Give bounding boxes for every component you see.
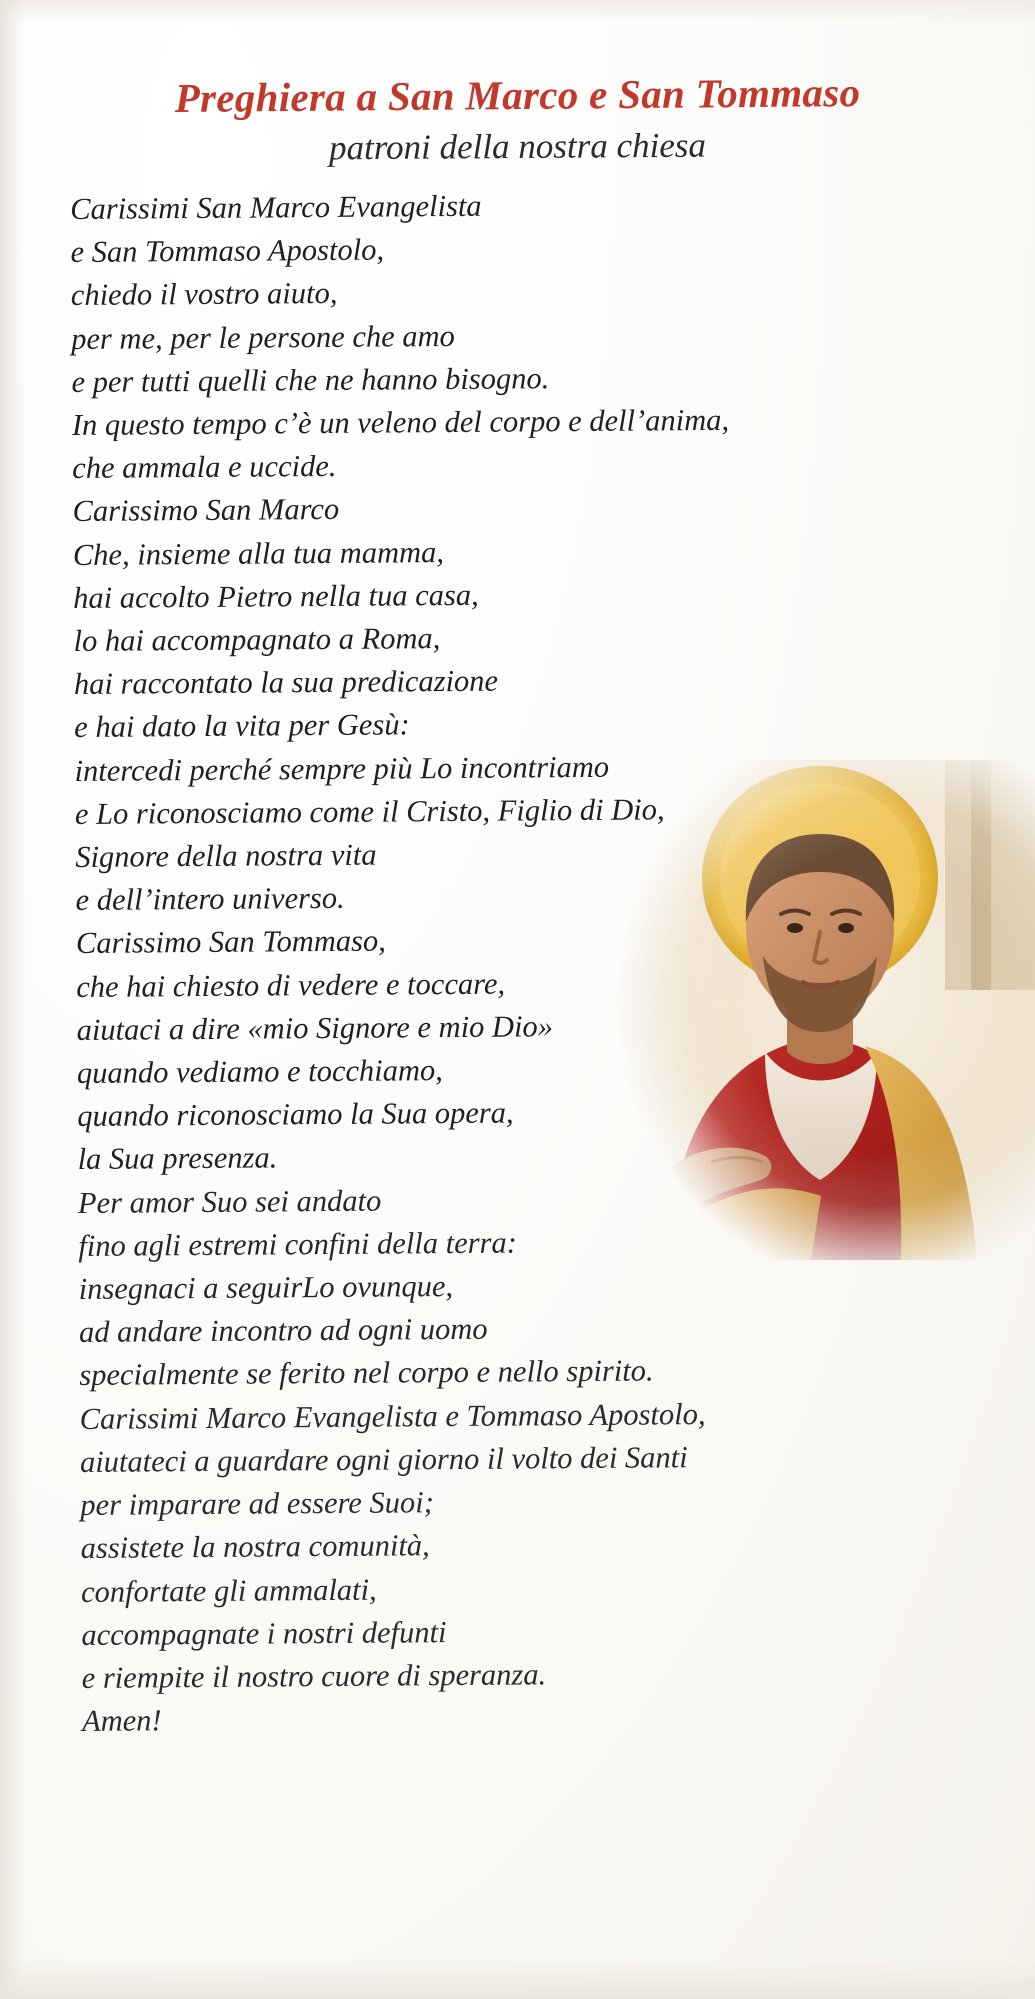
prayer-line: per me, per le persone che amo xyxy=(71,318,455,356)
prayer-line: la Sua presenza. xyxy=(77,1140,278,1177)
prayer-line: Carissimi San Marco Evangelista xyxy=(70,188,482,226)
prayer-line: Carissimo San Marco xyxy=(72,492,340,529)
title-block xyxy=(0,69,1035,168)
prayer-line: e San Tommaso Apostolo, xyxy=(70,232,385,270)
prayer-line: e hai dato la vita per Gesù: xyxy=(74,707,410,745)
prayer-line: ad andare incontro ad ogni uomo xyxy=(78,1312,488,1350)
prayer-line: Carissimo San Tommaso, xyxy=(75,923,386,961)
prayer-line: e per tutti quelli che ne hanno bisogno. xyxy=(71,361,550,399)
prayer-line: aiutaci a dire «mio Signore e mio Dio» xyxy=(76,1009,554,1047)
paper-edge-top xyxy=(0,0,1035,22)
prayer-text xyxy=(70,181,982,1743)
prayer-line: assistete la nostra comunità, xyxy=(80,1528,430,1566)
page-subtitle: patroni della nostra chiesa xyxy=(328,125,707,168)
prayer-line: confortate gli ammalati, xyxy=(80,1572,377,1609)
prayer-line: specialmente se ferito nel corpo e nello spirito. xyxy=(79,1353,654,1393)
page-title: Preghiera a San Marco e San Tommaso xyxy=(174,69,861,121)
prayer-line: aiutateci a guardare ogni giorno il volto dei Santi xyxy=(79,1440,688,1479)
prayer-line: Carissimi Marco Evangelista e Tommaso Apostolo, xyxy=(79,1396,706,1436)
prayer-line: intercedi perché sempre più Lo incontriamo xyxy=(74,749,610,788)
prayer-line: chiedo il vostro aiuto, xyxy=(70,276,338,313)
prayer-line: Che, insieme alla tua mamma, xyxy=(72,534,445,572)
prayer-line: e Lo riconosciamo come il Cristo, Figlio di Dio, xyxy=(74,792,665,831)
prayer-line: e dell’intero universo. xyxy=(75,881,345,918)
prayer-line: accompagnate i nostri defunti xyxy=(81,1614,447,1652)
prayer-line: Signore della nostra vita xyxy=(75,837,377,875)
prayer-line: In questo tempo c’è un veleno del corpo e dell’anima, xyxy=(71,402,730,443)
prayer-line: quando vediamo e tocchiamo, xyxy=(76,1053,443,1091)
prayer-line: e riempite il nostro cuore di speranza. xyxy=(81,1657,547,1695)
prayer-line: quando riconosciamo la Sua opera, xyxy=(77,1095,514,1134)
prayer-line: Per amor Suo sei andato xyxy=(77,1183,382,1220)
prayer-line: lo hai accompagnato a Roma, xyxy=(73,621,441,659)
paper-edge-bottom xyxy=(0,1959,1035,1999)
prayer-line: che ammala e uccide. xyxy=(72,449,337,486)
prayer-line: Amen! xyxy=(81,1703,162,1739)
prayer-line: che hai chiesto di vedere e toccare, xyxy=(76,966,506,1004)
prayer-line: hai raccontato la sua predicazione xyxy=(73,663,499,702)
prayer-line: fino agli estremi confini della terra: xyxy=(78,1225,517,1263)
prayer-line: per imparare ad essere Suoi; xyxy=(80,1485,434,1523)
prayer-line: hai accolto Pietro nella tua casa, xyxy=(73,577,479,615)
paper-edge-left xyxy=(0,0,26,1999)
prayer-line: insegnaci a seguirLo ovunque, xyxy=(78,1269,454,1307)
